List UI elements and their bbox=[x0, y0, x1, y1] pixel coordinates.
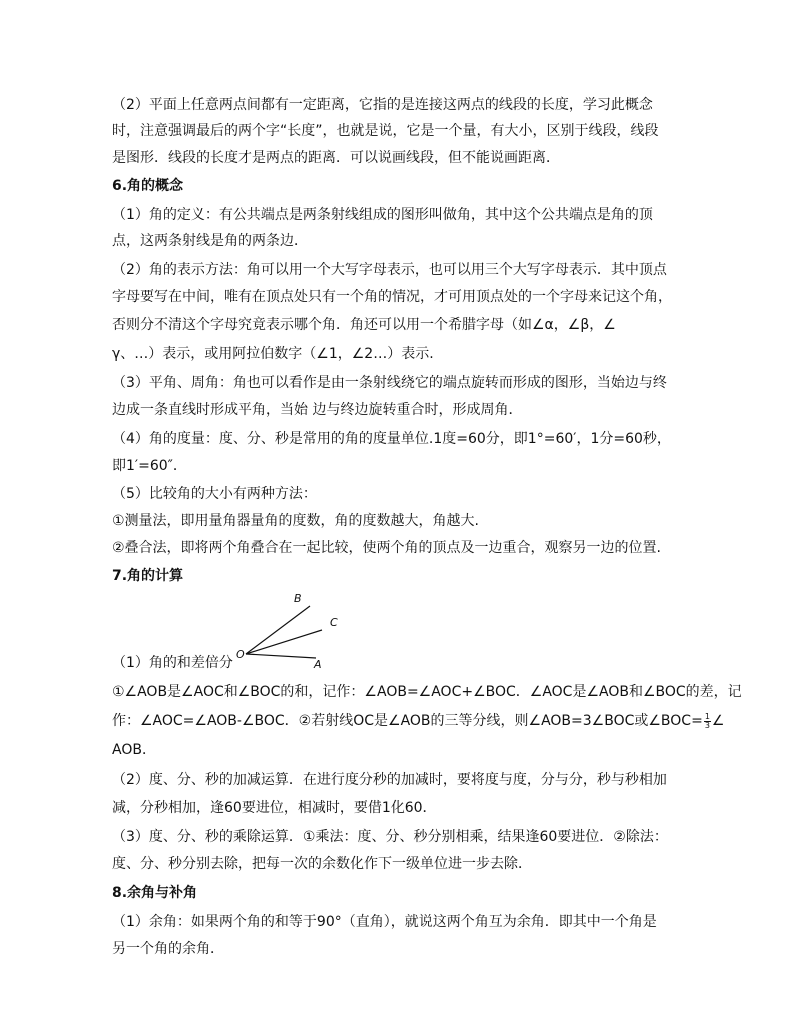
text-line: （3）度、分、秒的乘除运算．①乘法：度、分、秒分别相乘，结果逢60要进位．②除法： bbox=[112, 829, 668, 845]
text-segment: ∠ bbox=[711, 713, 725, 729]
text-line bbox=[112, 712, 724, 730]
label-b: B bbox=[294, 592, 302, 605]
text-line: 否则分不清这个字母究竟表示哪个角．角还可以用一个希腊字母（如∠α，∠β，∠ bbox=[112, 317, 616, 333]
text-line: （3）平角、周角：角也可以看作是由一条射线绕它的端点旋转而形成的图形，当始边与终 bbox=[112, 375, 667, 391]
text-line: 字母要写在中间，唯有在顶点处只有一个角的情况，才可用顶点处的一个字母来记这个角， bbox=[112, 289, 672, 305]
ray-ob bbox=[246, 606, 310, 654]
fraction-numerator: 1 bbox=[704, 711, 710, 721]
text-line: 另一个角的余角． bbox=[112, 941, 224, 957]
label-c: C bbox=[330, 616, 338, 629]
text-line: 点，这两条射线是角的两条边． bbox=[112, 233, 308, 249]
text-line: γ、…）表示，或用阿拉伯数字（∠1，∠2…）表示. bbox=[112, 346, 434, 362]
text-line: （2）度、分、秒的加减运算．在进行度分秒的加减时，要将度与度，分与分，秒与秒相加 bbox=[112, 772, 667, 788]
text-line: （1）角的和差倍分 bbox=[112, 655, 233, 671]
fraction-denominator: 3 bbox=[704, 720, 710, 730]
section-heading: 7.角的计算 bbox=[112, 568, 184, 584]
fraction bbox=[704, 713, 711, 730]
text-line: 减，分秒相加，逢60要进位，相减时，要借1化60． bbox=[112, 800, 437, 816]
text-line: 度、分、秒分别去除，把每一次的余数化作下一级单位进一步去除． bbox=[112, 856, 532, 872]
section-heading: 8.余角与补角 bbox=[112, 885, 198, 901]
text-line: （2）平面上任意两点间都有一定距离，它指的是连接这两点的线段的长度，学习此概念 bbox=[112, 97, 653, 113]
text-line: （4）角的度量：度、分、秒是常用的角的度量单位.1度=60分，即1°=60′，1分=60秒， bbox=[112, 431, 671, 447]
text-line: ②叠合法，即将两个角叠合在一起比较，使两个角的顶点及一边重合，观察另一边的位置. bbox=[112, 540, 661, 556]
ray-oa bbox=[246, 654, 316, 658]
text-line: （1）余角：如果两个角的和等于90°（直角），就说这两个角互为余角．即其中一个角是 bbox=[112, 914, 657, 930]
ray-oc bbox=[246, 630, 322, 654]
text-line: 是图形．线段的长度才是两点的距离．可以说画线段，但不能说画距离． bbox=[112, 150, 560, 166]
text-line: 即1′=60″． bbox=[112, 458, 187, 474]
label-a: A bbox=[314, 658, 322, 671]
text-line: AOB． bbox=[112, 742, 156, 758]
label-o: O bbox=[236, 648, 245, 661]
section-heading: 6.角的概念 bbox=[112, 178, 184, 194]
text-line: （2）角的表示方法：角可以用一个大写字母表示，也可以用三个大写字母表示．其中顶点 bbox=[112, 262, 667, 278]
text-line: 时，注意强调最后的两个字“长度”，也就是说，它是一个量，有大小，区别于线段，线段 bbox=[112, 123, 659, 139]
text-line: （1）角的定义：有公共端点是两条射线组成的图形叫做角，其中这个公共端点是角的顶 bbox=[112, 207, 653, 223]
text-line: （5）比较角的大小有两种方法： bbox=[112, 486, 317, 502]
text-line: ①测量法，即用量角器量角的度数，角的度数越大，角越大. bbox=[112, 513, 479, 529]
text-segment: 作：∠AOC=∠AOB-∠BOC．②若射线OC是∠AOB的三等分线，则∠AOB=3∠BOC或∠BOC= bbox=[112, 713, 703, 729]
text-line: 边成一条直线时形成平角，当始 边与终边旋转重合时，形成周角． bbox=[112, 402, 523, 418]
text-line: ①∠AOB是∠AOC和∠BOC的和，记作：∠AOB=∠AOC+∠BOC．∠AOC是∠AOB和∠BOC的差，记 bbox=[112, 684, 742, 700]
